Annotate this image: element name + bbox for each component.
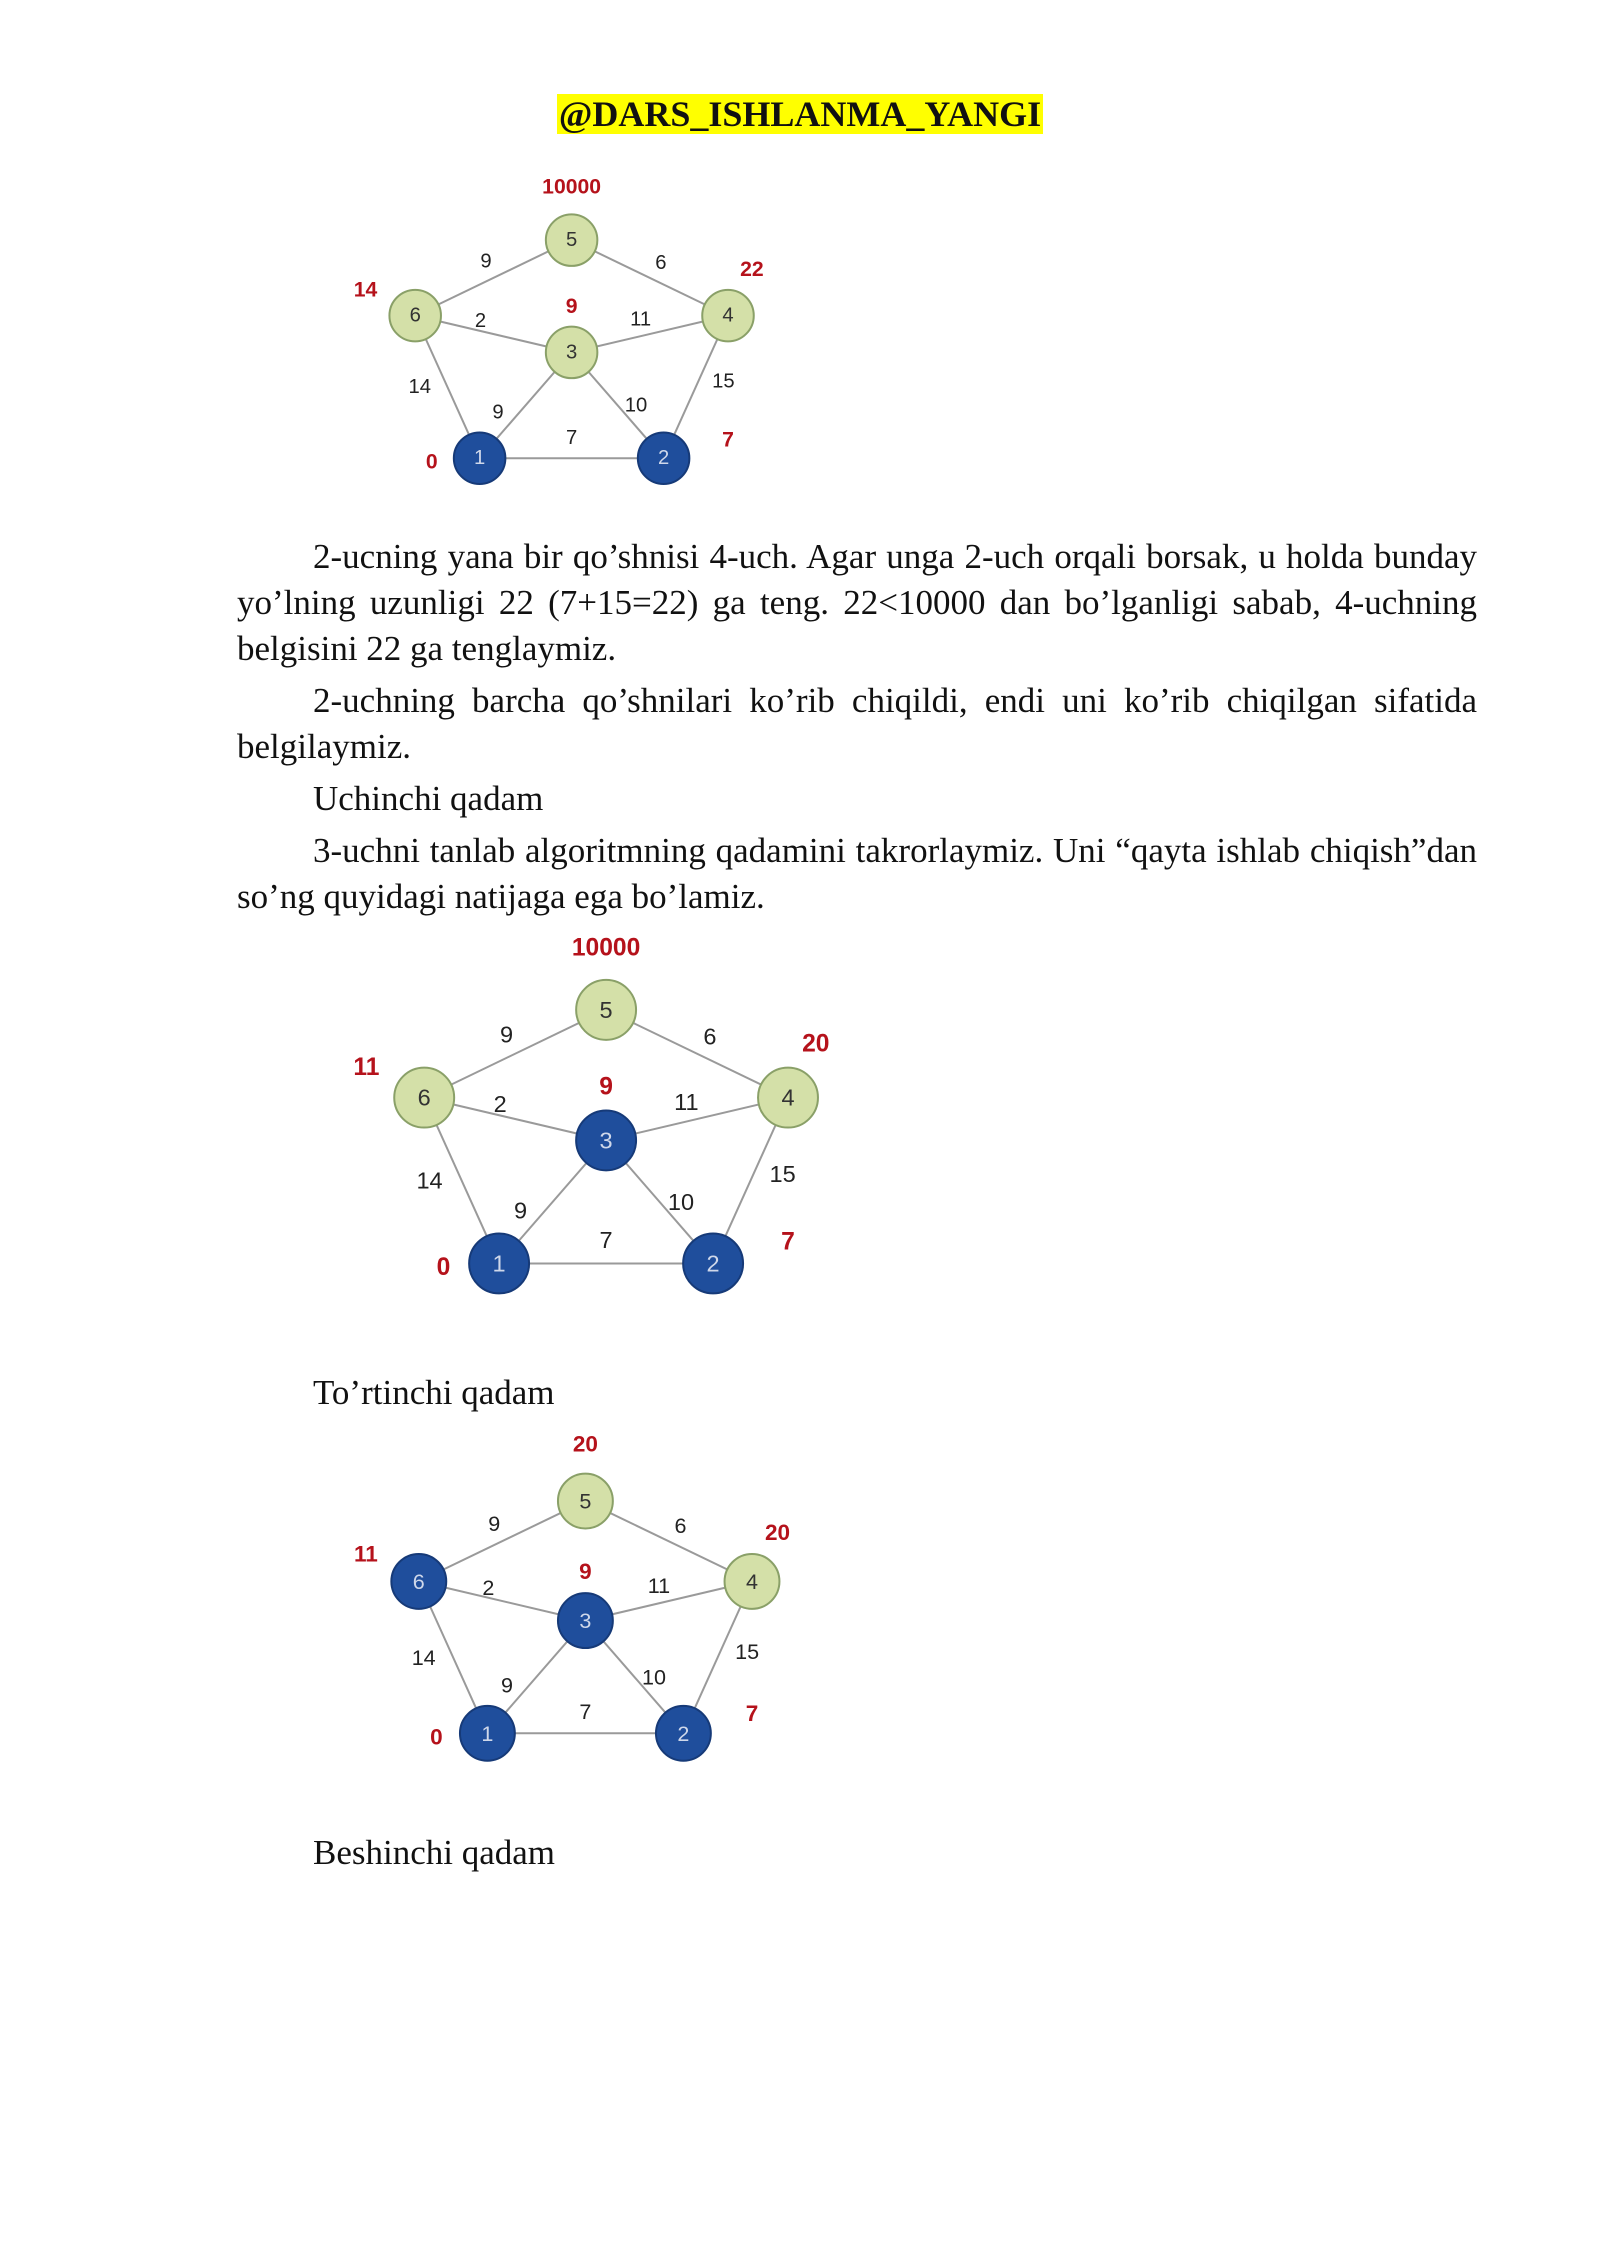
graph-step-3 [340,935,900,1375]
edge-weight-1-2: 7 [599,1226,613,1253]
node-mark-1: 0 [430,1724,443,1750]
node-label-1: 1 [473,447,486,470]
node-mark-4: 20 [764,1519,791,1545]
node-mark-2: 7 [722,428,734,452]
edge-weight-4-2: 15 [712,370,735,393]
channel-header-text: @DARS_ISHLANMA_YANGI [558,94,1042,134]
node-mark-6: 11 [353,1541,378,1567]
node-mark-4: 22 [740,258,764,282]
edge-weight-5-6: 9 [480,250,492,273]
node-label-5: 5 [565,229,578,252]
edge-weight-3-2: 10 [642,1664,666,1690]
node-label-5: 5 [579,1488,592,1514]
node-mark-1: 0 [436,1254,451,1282]
edge-weight-5-4: 6 [674,1513,687,1539]
node-label-3: 3 [579,1608,592,1634]
edge-weight-6-3: 2 [482,1574,495,1600]
edge-weight-4-2: 15 [769,1161,796,1188]
node-label-4: 4 [781,1084,795,1111]
text-block-1 [237,534,1477,920]
node-label-4: 4 [746,1568,758,1594]
node-mark-3: 9 [579,1559,592,1585]
edge-weight-4-3: 11 [647,1572,671,1598]
node-mark-5: 10000 [542,175,602,199]
node-label-1: 1 [481,1720,494,1746]
paragraph: 2-uchning barcha qo’shnilari ko’rib chiqildi, endi uni ko’rib chiqilgan sifatida belgilaymiz. [237,681,1477,766]
node-mark-5: 10000 [571,934,641,962]
edge-weight-4-2: 15 [735,1638,760,1664]
edge-weight-1-2: 7 [579,1699,592,1725]
node-label-6: 6 [409,304,421,327]
edge-weight-1-3: 9 [513,1197,528,1224]
node-label-3: 3 [599,1127,613,1154]
graph-step-2 [340,160,820,530]
graph-step-4 [340,1425,860,1835]
node-label-2: 2 [677,1720,690,1746]
edge-weight-4-3: 11 [630,308,652,331]
step-5-heading: Beshinchi qadam [313,1833,556,1872]
edge-weight-6-1: 14 [416,1167,443,1194]
node-mark-6: 11 [353,1054,380,1082]
node-label-2: 2 [706,1250,720,1277]
paragraph: 3-uchni tanlab algoritmning qadamini takrorlaymiz. Uni “qayta ishlab chiqish”dan so’ng quyidagi natijaga ega bo’lamiz. [237,831,1477,916]
node-mark-6: 14 [353,278,378,302]
node-mark-1: 0 [425,450,438,474]
step-4-heading: To’rtinchi qadam [313,1373,555,1412]
step-3-heading: Uchinchi qadam [313,779,544,818]
edge-weight-5-4: 6 [655,252,667,275]
edge-weight-5-4: 6 [703,1023,717,1050]
node-label-4: 4 [722,304,734,327]
edge-weight-4-3: 11 [674,1088,699,1115]
edge-weight-1-3: 9 [492,401,504,424]
edge-weight-5-6: 9 [488,1511,501,1537]
node-label-1: 1 [492,1250,506,1277]
node-mark-2: 7 [781,1228,795,1256]
node-label-6: 6 [412,1568,425,1594]
node-mark-3: 9 [565,294,578,318]
edge-weight-1-2: 7 [565,426,578,449]
edge-weight-6-1: 14 [411,1644,436,1670]
node-mark-4: 20 [802,1030,830,1058]
channel-header [0,92,1600,136]
node-label-3: 3 [565,341,578,364]
edge-weight-6-1: 14 [408,375,432,398]
node-label-2: 2 [657,447,670,470]
node-label-6: 6 [417,1084,431,1111]
edge-weight-6-3: 2 [493,1091,507,1118]
edge-weight-1-3: 9 [501,1672,513,1698]
edge-weight-3-2: 10 [624,394,648,417]
node-label-5: 5 [599,996,613,1023]
edge-weight-6-3: 2 [474,310,487,333]
node-mark-3: 9 [599,1073,613,1101]
node-mark-2: 7 [745,1701,759,1727]
node-mark-5: 20 [572,1431,598,1457]
paragraph: 2-ucning yana bir qo’shnisi 4-uch. Agar unga 2-uch orqali borsak, u holda bunday yo’lning uzunligi 22 (7+15=22) ga teng. 22<10000 dan bo’lganligi sabab, 4-uchning belgisini 22 ga tenglaymiz. [237,537,1477,668]
edge-weight-5-6: 9 [500,1021,514,1048]
edge-weight-3-2: 10 [667,1188,695,1215]
